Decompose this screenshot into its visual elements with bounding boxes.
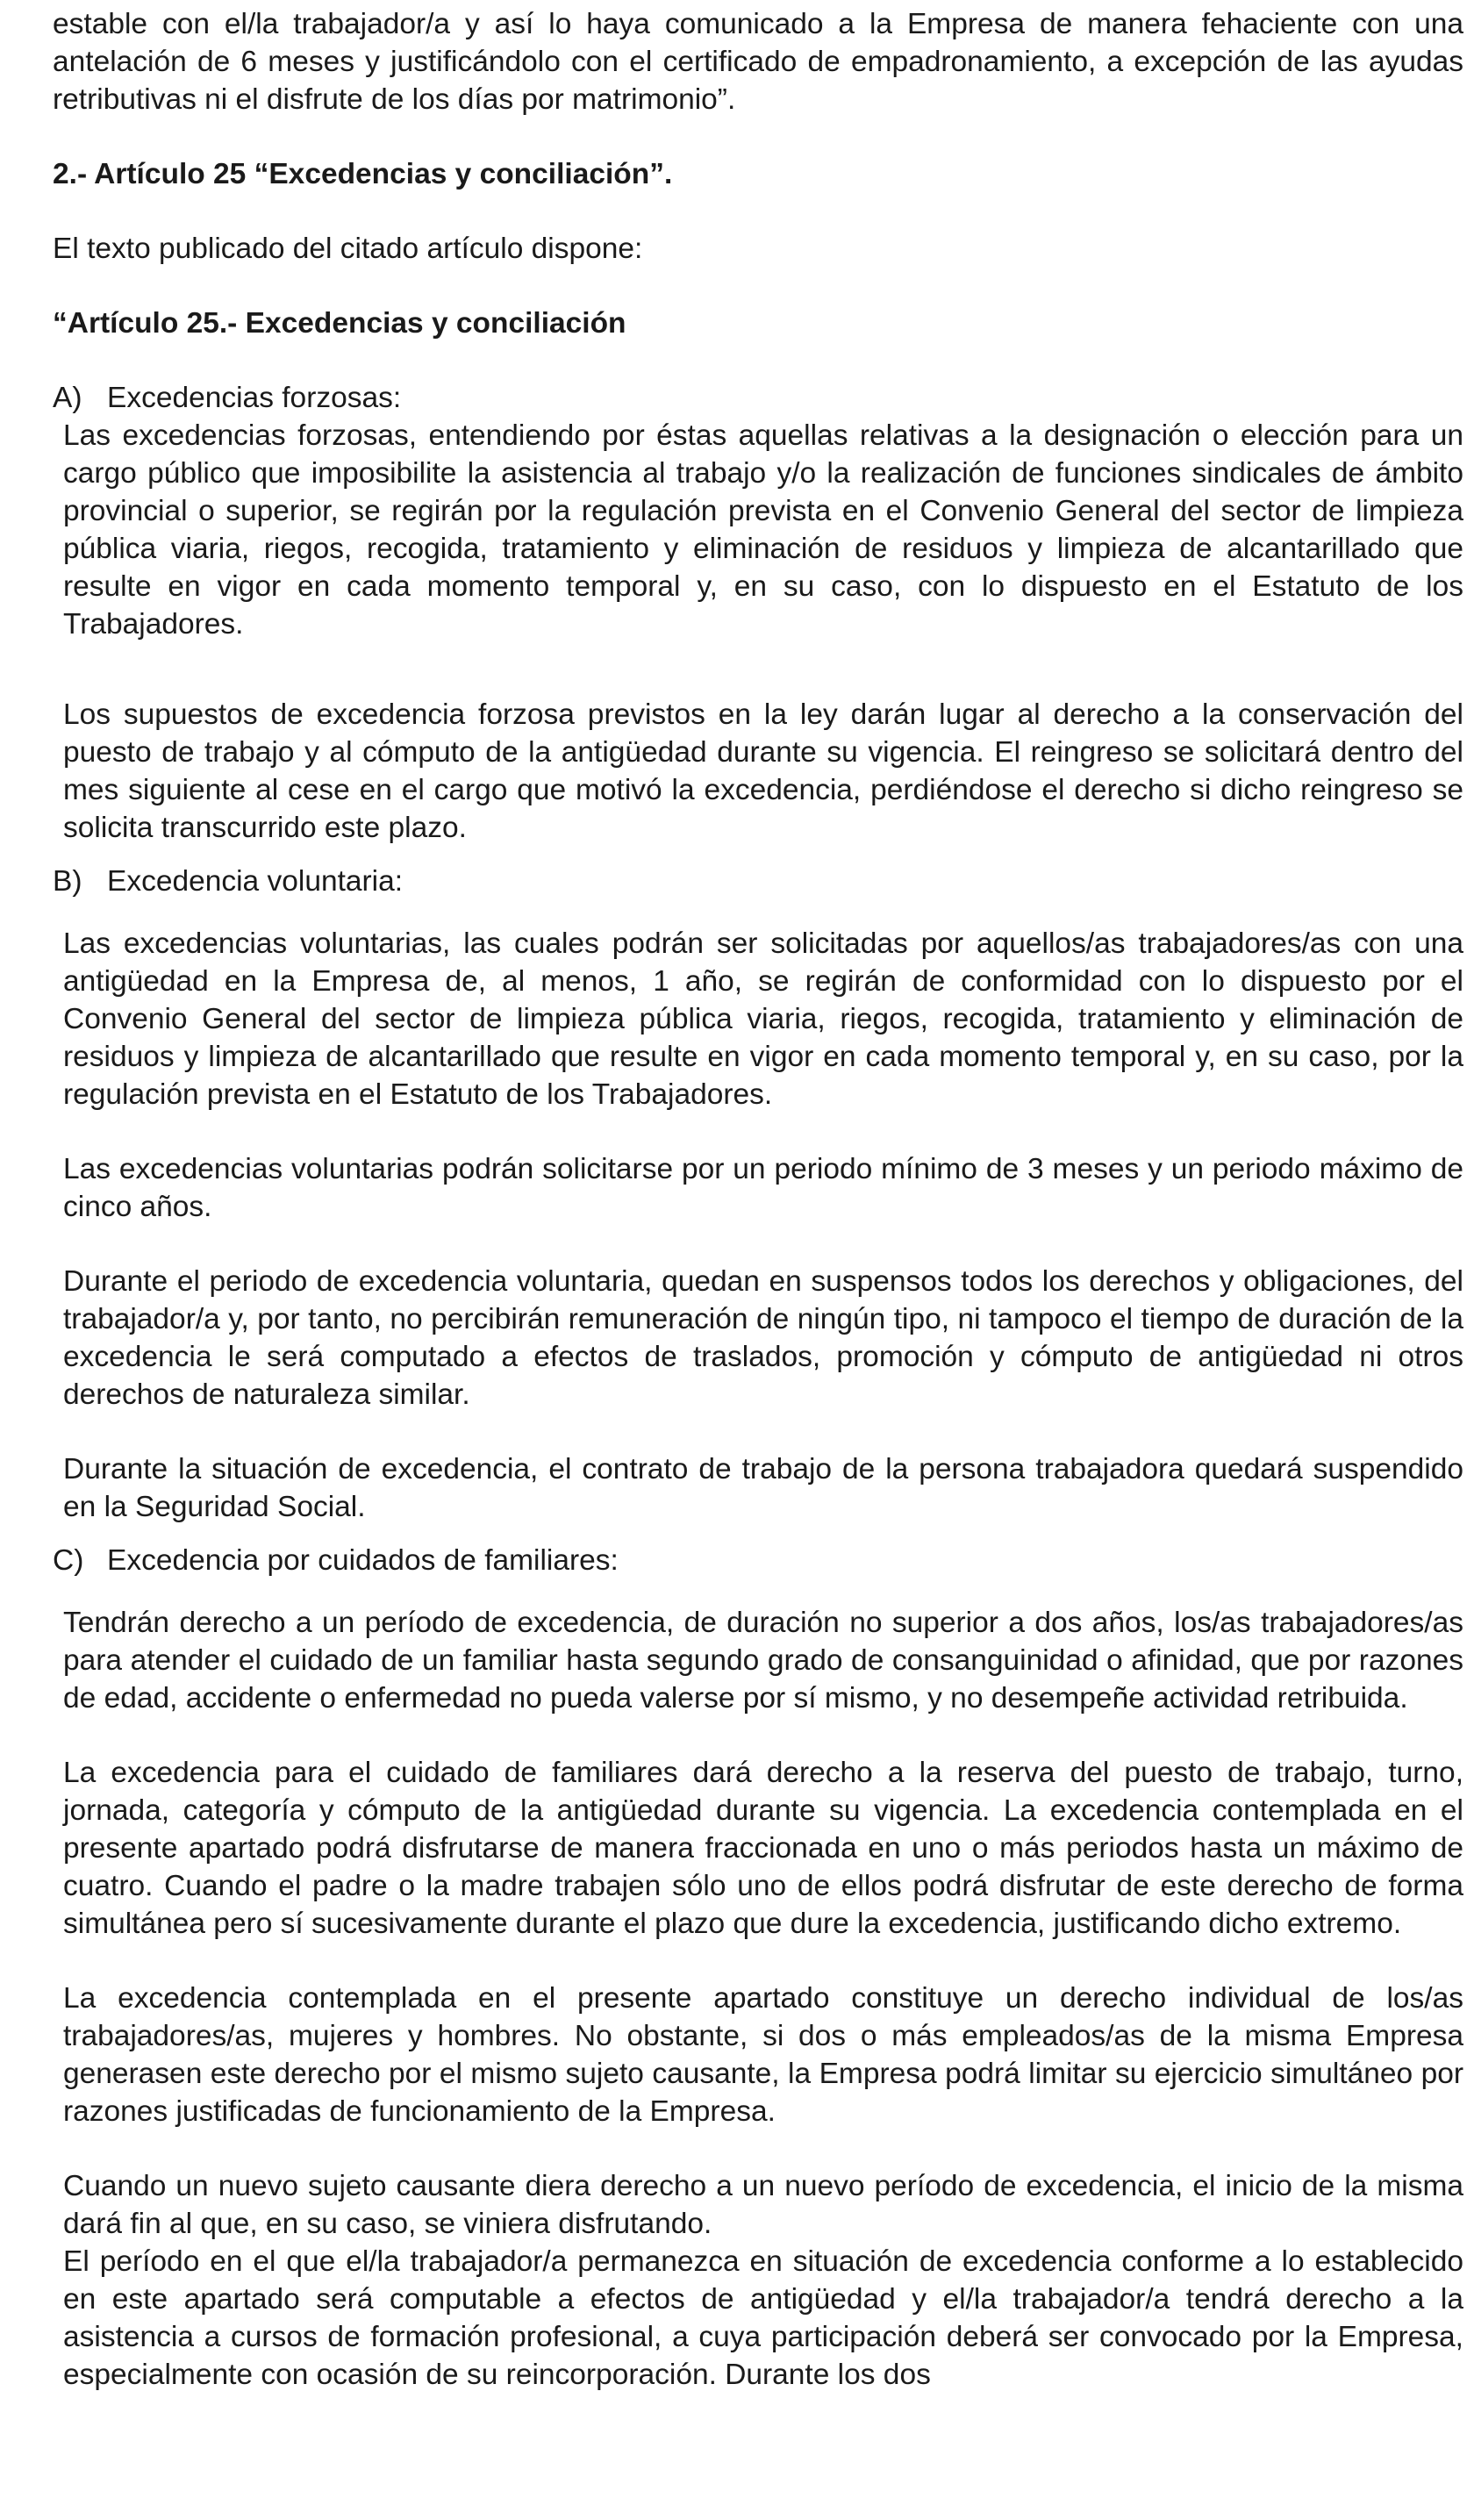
part-a-title: Excedencias forzosas: bbox=[107, 382, 402, 414]
part-b-paragraph-4: Durante la situación de excedencia, el contrato de trabajo de la persona trabajadora quedará suspendido en la Seguridad Social. bbox=[63, 1453, 1463, 1523]
part-c-title: Excedencia por cuidados de familiares: bbox=[107, 1544, 619, 1577]
part-c-label bbox=[53, 1542, 1463, 1579]
intro-continuation-paragraph: estable con el/la trabajador/a y así lo haya comunicado a la Empresa de manera fehaciente con una antelación de 6 meses y justificándolo con el certificado de empadronamiento, a excepción de las ayudas retributivas ni el disfrute de los días por matrimonio”. bbox=[53, 8, 1463, 116]
part-b-label bbox=[53, 863, 1463, 900]
document-page bbox=[53, 0, 1463, 2394]
part-a-paragraph-1: Las excedencias forzosas, entendiendo por éstas aquellas relativas a la designación o elección para un cargo público que imposibilite la asistencia al trabajo y/o la realización de funciones sindicales de ámbito provincial o superior, se regirán por la regulación prevista en el Convenio General del sector de limpieza pública viaria, riegos, recogida, tratamiento y eliminación de residuos y limpieza de alcantarillado que resulte en vigor en cada momento temporal y, en su caso, con lo dispuesto en el Estatuto de los Trabajadores. bbox=[63, 419, 1463, 641]
part-c-paragraph-1: Tendrán derecho a un período de excedencia, de duración no superior a dos años, los/as trabajadores/as para atender el cuidado de un familiar hasta segundo grado de consanguinidad o afinidad, que por razones de edad, accidente o enfermedad no pueda valerse por sí mismo, y no desempeñe actividad retribuida. bbox=[63, 1607, 1463, 1715]
part-b-paragraph-2: Las excedencias voluntarias podrán solicitarse por un periodo mínimo de 3 meses y un periodo máximo de cinco años. bbox=[63, 1153, 1463, 1223]
part-c-paragraph-4: Cuando un nuevo sujeto causante diera derecho a un nuevo período de excedencia, el inicio de la misma dará fin al que, en su caso, se viniera disfrutando. bbox=[63, 2170, 1463, 2240]
part-a-letter: A) bbox=[53, 382, 82, 414]
part-c-paragraph-3: La excedencia contemplada en el presente apartado constituye un derecho individual de los/as trabajadores/as, mujeres y hombres. No obstante, si dos o más empleados/as de la misma Empresa generasen este derecho por el mismo sujeto causante, la Empresa podrá limitar su ejercicio simultáneo por razones justificadas de funcionamiento de la Empresa. bbox=[63, 1982, 1463, 2128]
part-b-paragraph-1: Las excedencias voluntarias, las cuales podrán ser solicitadas por aquellos/as trabajadores/as con una antigüedad en la Empresa de, al menos, 1 año, se regirán de conformidad con lo dispuesto por el Convenio General del sector de limpieza pública viaria, riegos, recogida, tratamiento y eliminación de residuos y limpieza de alcantarillado que resulte en vigor en cada momento temporal y, en su caso, por la regulación prevista en el Estatuto de los Trabajadores. bbox=[63, 927, 1463, 1111]
part-b-paragraph-3: Durante el periodo de excedencia voluntaria, quedan en suspensos todos los derechos y obligaciones, del trabajador/a y, por tanto, no percibirán remuneración de ningún tipo, ni tampoco el tiempo de duración de la excedencia le será computado a efectos de traslados, promoción y cómputo de antigüedad ni otros derechos de naturaleza similar. bbox=[63, 1265, 1463, 1411]
part-b-title: Excedencia voluntaria: bbox=[107, 865, 404, 898]
article-title: “Artículo 25.- Excedencias y conciliación bbox=[53, 307, 626, 340]
part-b-letter: B) bbox=[53, 865, 82, 898]
part-c-paragraph-2: La excedencia para el cuidado de familiares dará derecho a la reserva del puesto de trabajo, turno, jornada, categoría y cómputo de la antigüedad durante su vigencia. La excedencia contemplada en el presente apartado podrá disfrutarse de manera fraccionada en uno o más periodos hasta un máximo de cuatro. Cuando el padre o la madre trabajen sólo uno de ellos podrá disfrutar de este derecho de forma simultánea pero sí sucesivamente durante el plazo que dure la excedencia, justificando dicho extremo. bbox=[63, 1757, 1463, 1940]
section-lead-text: El texto publicado del citado artículo dispone: bbox=[53, 233, 643, 265]
part-c-letter: C) bbox=[53, 1544, 84, 1577]
part-a-paragraph-2: Los supuestos de excedencia forzosa previstos en la ley darán lugar al derecho a la conservación del puesto de trabajo y al cómputo de la antigüedad durante su vigencia. El reingreso se solicitará dentro del mes siguiente al cese en el cargo que motivó la excedencia, perdiéndose el derecho si dicho reingreso se solicita transcurrido este plazo. bbox=[63, 698, 1463, 844]
section-heading: 2.- Artículo 25 “Excedencias y conciliación”. bbox=[53, 158, 673, 190]
part-c-paragraph-5: El período en el que el/la trabajador/a permanezca en situación de excedencia conforme a lo establecido en este apartado será computable a efectos de antigüedad y el/la trabajador/a tendrá derecho a la asistencia a cursos de formación profesional, a cuya participación deberá ser convocado por la Empresa, especialmente con ocasión de su reincorporación. Durante los dos bbox=[63, 2245, 1463, 2391]
part-a-label bbox=[53, 379, 1463, 417]
